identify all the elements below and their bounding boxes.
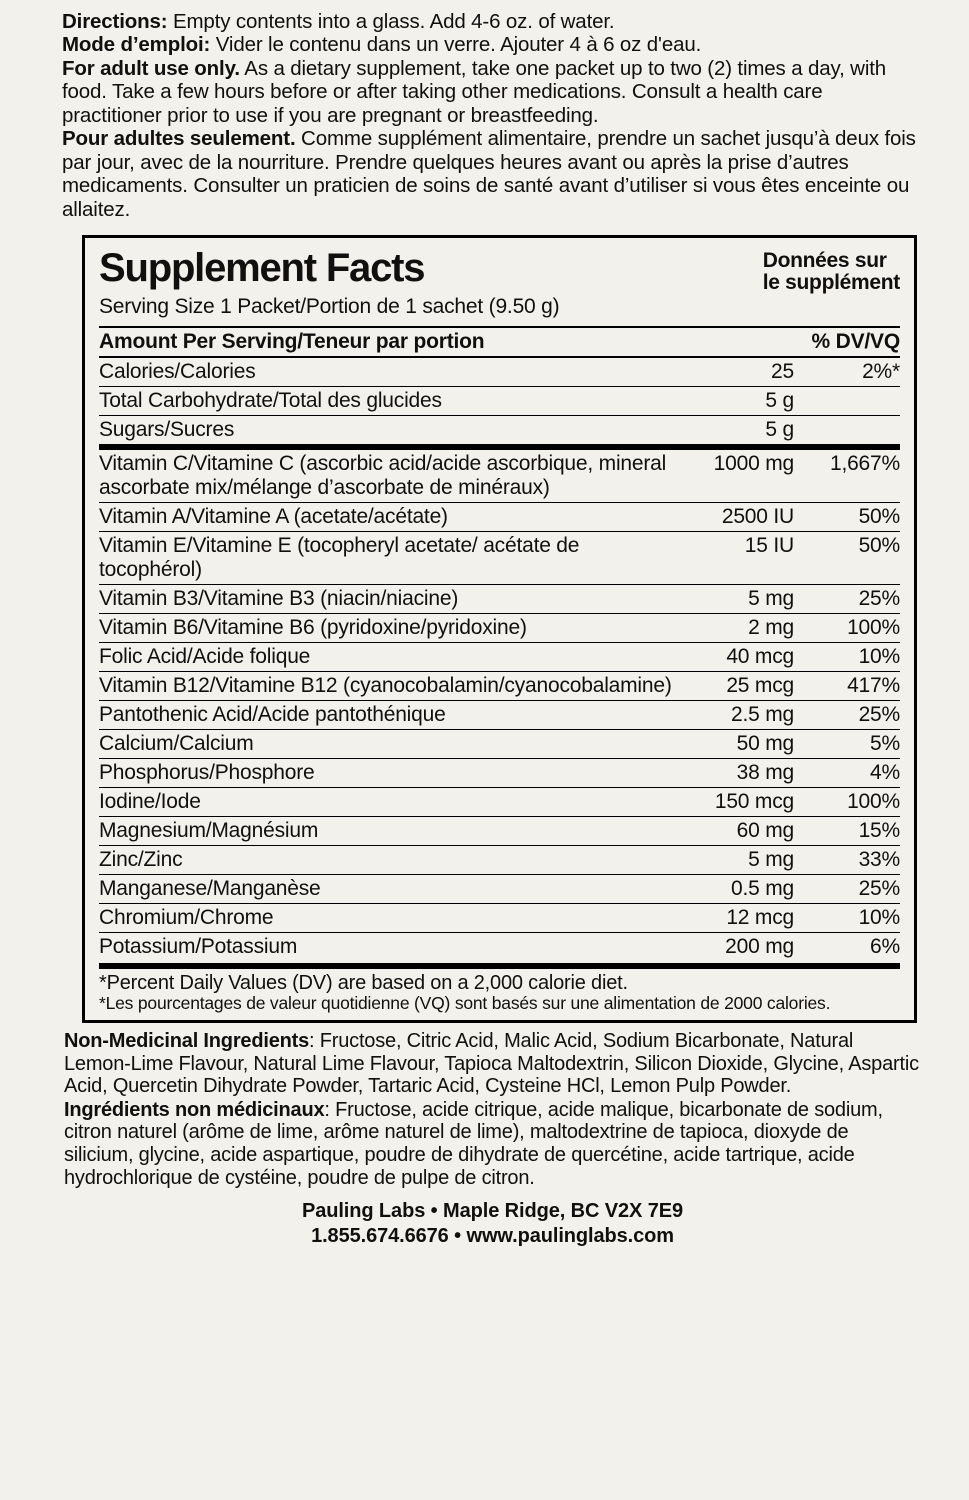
table-row — [99, 759, 900, 788]
table-row — [99, 585, 900, 614]
nutrient-daily-value: 1,667% — [804, 447, 900, 503]
serving-size: Serving Size 1 Packet/Portion de 1 sachet (9.50 g) — [99, 295, 560, 319]
header-daily-value: % DV/VQ — [804, 327, 900, 357]
nutrient-amount: 5 mg — [676, 585, 804, 614]
adult-use-text-en: As a dietary supplement, take one packet up to two (2) times a day, with food. Take a few hours before or after taking other medications. Consult a health care practitioner prior to use if you are pregnant or breastfeeding. — [62, 56, 887, 127]
nutrient-amount: 5 g — [676, 387, 804, 416]
nutrient-daily-value — [804, 387, 900, 416]
table-row — [99, 532, 900, 585]
nutrient-name: Magnesium/Magnésium — [99, 817, 676, 846]
adult-use-line-fr — [62, 127, 923, 221]
nutrient-daily-value: 100% — [804, 788, 900, 817]
nutrient-daily-value: 2%* — [804, 357, 900, 387]
nutrient-name: Zinc/Zinc — [99, 846, 676, 875]
table-row — [99, 643, 900, 672]
nutrient-amount: 50 mg — [676, 730, 804, 759]
directions-block — [62, 10, 923, 221]
table-row — [99, 503, 900, 532]
nutrient-daily-value: 15% — [804, 817, 900, 846]
nutrient-daily-value — [804, 416, 900, 448]
nutrient-amount: 15 IU — [676, 532, 804, 585]
nutrient-name: Calories/Calories — [99, 357, 676, 387]
table-row — [99, 788, 900, 817]
ingredients-fr — [64, 1099, 923, 1189]
directions-label-en: Directions: — [62, 10, 168, 33]
nutrient-amount: 5 mg — [676, 846, 804, 875]
nutrient-amount: 12 mcg — [676, 904, 804, 933]
nutrient-daily-value: 4% — [804, 759, 900, 788]
panel-title: Supplement Facts — [99, 246, 425, 291]
nutrient-amount: 150 mcg — [676, 788, 804, 817]
nutrient-amount: 40 mcg — [676, 643, 804, 672]
panel-title-fr-line2: le supplément — [762, 270, 900, 294]
nutrient-name: Iodine/Iode — [99, 788, 676, 817]
table-row — [99, 846, 900, 875]
ingredients-label-en: Non-Medicinal Ingredients — [64, 1030, 310, 1053]
nutrient-daily-value: 6% — [804, 933, 900, 962]
nutrient-daily-value: 10% — [804, 643, 900, 672]
nutrient-name: Vitamin B3/Vitamine B3 (niacin/niacine) — [99, 585, 676, 614]
nutrient-daily-value: 5% — [804, 730, 900, 759]
nutrient-daily-value: 33% — [804, 846, 900, 875]
directions-text-fr: Vider le contenu dans un verre. Ajouter 4 à 6 oz d'eau. — [210, 33, 702, 57]
ingredients-text-fr: : Fructose, acide citrique, acide malique, bicarbonate de sodium, citron naturel (arôme de lime, arôme naturel de lime), maltodextrine de tapioca, dioxyde de silicium, glycine, acide aspartique, poudre de dihydrate de quercétine, acide tartrique, acide hydrochlorique de cystéine, poudre de pulpe de citron. — [64, 1098, 883, 1189]
nutrient-daily-value: 10% — [804, 904, 900, 933]
table-header-row — [99, 327, 900, 357]
table-row — [99, 672, 900, 701]
table-row — [99, 387, 900, 416]
table-row — [99, 357, 900, 387]
table-row — [99, 701, 900, 730]
supplement-facts-panel — [82, 235, 917, 1023]
footnotes — [99, 963, 900, 1014]
header-amount-per-serving: Amount Per Serving/Teneur par portion — [99, 327, 676, 357]
header-amount-spacer — [676, 327, 804, 357]
nutrient-name: Vitamin E/Vitamine E (tocopheryl acetate/ acétate de tocophérol) — [99, 532, 676, 585]
nutrient-daily-value: 25% — [804, 585, 900, 614]
nutrient-name: Phosphorus/Phosphore — [99, 759, 676, 788]
nutrient-amount: 5 g — [676, 416, 804, 448]
directions-line-fr — [62, 33, 923, 56]
nutrient-daily-value: 100% — [804, 614, 900, 643]
table-row — [99, 416, 900, 448]
nutrient-name: Folic Acid/Acide folique — [99, 643, 676, 672]
nutrient-amount: 25 — [676, 357, 804, 387]
nutrient-name: Sugars/Sucres — [99, 416, 676, 448]
adult-use-label-en: For adult use only. — [62, 56, 240, 80]
nutrient-daily-value: 25% — [804, 701, 900, 730]
table-row — [99, 614, 900, 643]
nutrient-amount: 38 mg — [676, 759, 804, 788]
nutrient-daily-value: 417% — [804, 672, 900, 701]
ingredients-text-en: : Fructose, Citric Acid, Malic Acid, Sodium Bicarbonate, Natural Lemon-Lime Flavour, Natural Lime Flavour, Tapioca Maltodextrin, Silicon Dioxide, Glycine, Aspartic Acid, Quercetin Dihydrate Powder, Tartaric Acid, Cysteine HCl, Lemon Pulp Powder. — [64, 1030, 919, 1098]
footnote-en: *Percent Daily Values (DV) are based on a 2,000 calorie diet. — [99, 972, 628, 995]
panel-title-fr-line1: Données sur — [762, 249, 887, 273]
directions-line-en — [62, 10, 923, 33]
ingredients-en — [64, 1030, 923, 1098]
nutrient-name: Vitamin B12/Vitamine B12 (cyanocobalamin/cyanocobalamine) — [99, 672, 676, 701]
nutrition-table — [99, 326, 900, 961]
nutrient-daily-value: 25% — [804, 875, 900, 904]
table-row — [99, 933, 900, 962]
nutrient-name: Vitamin C/Vitamine C (ascorbic acid/acide ascorbique, mineral ascorbate mix/mélange d’ascorbate de minéraux) — [99, 447, 676, 503]
footer-address: Pauling Labs • Maple Ridge, BC V2X 7E9 — [301, 1200, 684, 1223]
nutrient-amount: 2 mg — [676, 614, 804, 643]
directions-label-fr: Mode d’emploi: — [62, 33, 211, 57]
nutrient-amount: 25 mcg — [676, 672, 804, 701]
nutrient-amount: 2.5 mg — [676, 701, 804, 730]
ingredients-block — [64, 1030, 923, 1189]
nutrient-name: Vitamin B6/Vitamine B6 (pyridoxine/pyridoxine) — [99, 614, 676, 643]
nutrient-amount: 0.5 mg — [676, 875, 804, 904]
nutrient-name: Manganese/Manganèse — [99, 875, 676, 904]
table-row — [99, 730, 900, 759]
nutrient-name: Potassium/Potassium — [99, 933, 676, 962]
nutrient-amount: 200 mg — [676, 933, 804, 962]
nutrient-daily-value: 50% — [804, 503, 900, 532]
adult-use-label-fr: Pour adultes seulement. — [62, 127, 296, 151]
nutrient-name: Chromium/Chrome — [99, 904, 676, 933]
directions-text-en: Empty contents into a glass. Add 4-6 oz. of water. — [167, 10, 615, 33]
table-row — [99, 875, 900, 904]
panel-title-fr — [763, 248, 900, 293]
adult-use-line-en — [62, 57, 923, 127]
table-row — [99, 904, 900, 933]
adult-use-text-fr: Comme supplément alimentaire, prendre un sachet jusqu’à deux fois par jour, avec de la nourriture. Prendre quelques heures avant ou après la prise d’autres medicaments. Consulter un praticien de soins de santé avant d’utiliser si vous êtes enceinte ou allaitez. — [62, 127, 916, 221]
nutrient-name: Calcium/Calcium — [99, 730, 676, 759]
footnote-fr: *Les pourcentages de valeur quotidienne (VQ) sont basés sur une alimentation de 2000 calories. — [99, 993, 831, 1014]
footer-contact[interactable]: 1.855.674.6676 • www.paulinglabs.com — [311, 1225, 674, 1248]
nutrient-amount: 60 mg — [676, 817, 804, 846]
table-row — [99, 447, 900, 503]
ingredients-label-fr: Ingrédients non médicinaux — [64, 1098, 325, 1121]
nutrient-amount: 2500 IU — [676, 503, 804, 532]
nutrient-amount: 1000 mg — [676, 447, 804, 503]
nutrient-daily-value: 50% — [804, 532, 900, 585]
table-row — [99, 817, 900, 846]
nutrient-name: Vitamin A/Vitamine A (acetate/acétate) — [99, 503, 676, 532]
supplement-facts-header — [99, 248, 900, 293]
manufacturer-footer — [62, 1199, 923, 1249]
nutrient-name: Pantothenic Acid/Acide pantothénique — [99, 701, 676, 730]
nutrient-name: Total Carbohydrate/Total des glucides — [99, 387, 676, 416]
